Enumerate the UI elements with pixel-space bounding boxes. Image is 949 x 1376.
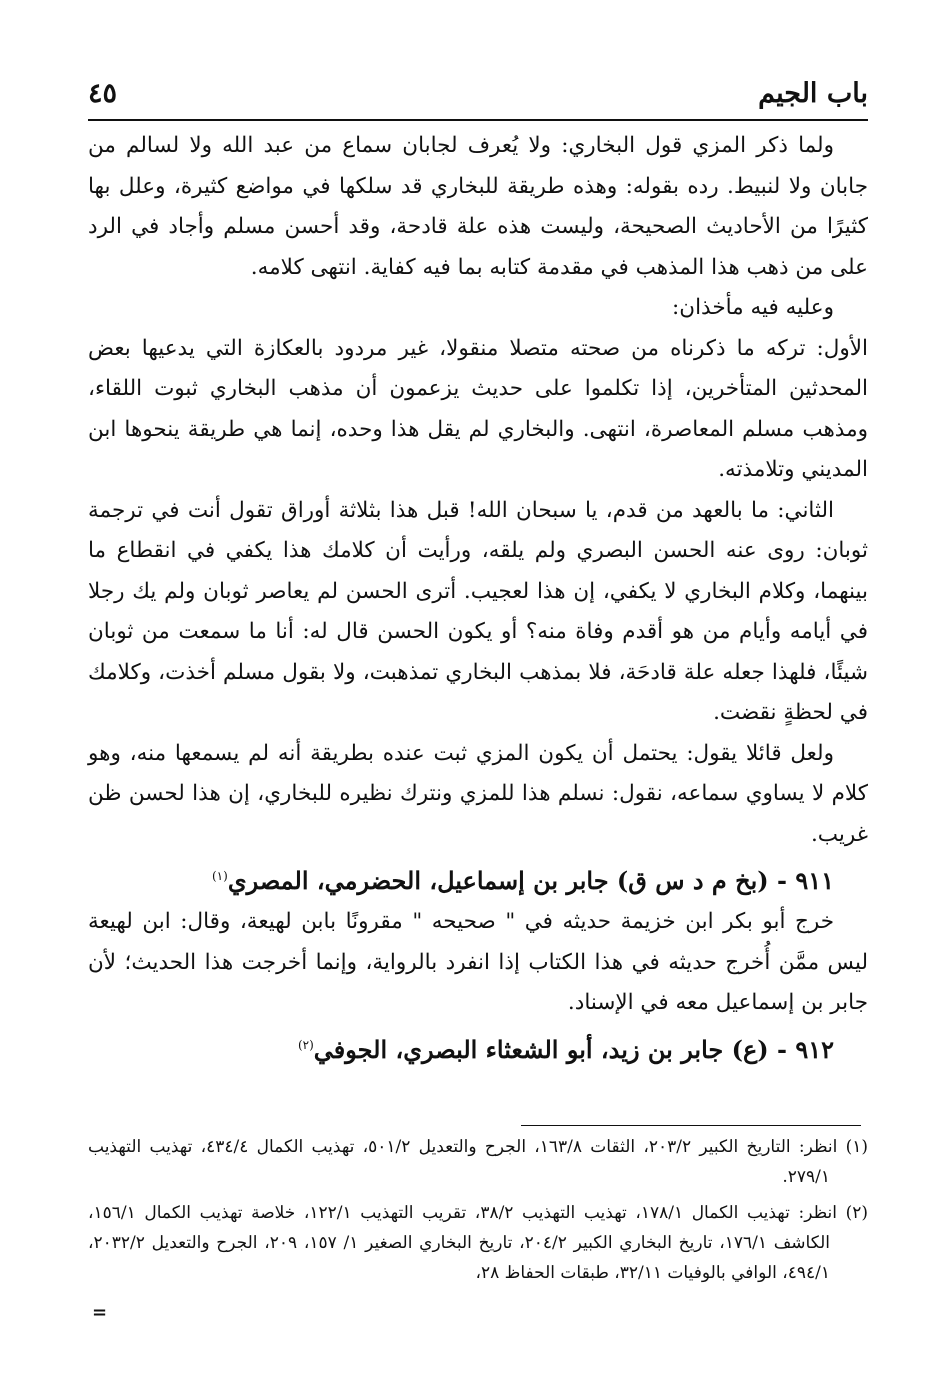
footnote-2: (٢) انظر: تهذيب الكمال ١٧٨/١، تهذيب التهذيب ٣٨/٢، تقريب التهذيب ١٢٢/١، خلاصة تهذيب الكمال ١٥٦/١، الكاشف ١٧٦/١، تاريخ البخاري الكبير ٢٠٤/٢، تاريخ البخاري الصغير ١/ ١٥٧، ٢٠٩، الجرح والتعديل ٢٠٣٢/٢، ٤٩٤/١، الوافي بالوفيات ٣٢/١١، طبقات الحفاظ ٢٨، — [88, 1203, 868, 1283]
paragraph-2: وعليه فيه مأخذان: — [672, 295, 834, 320]
paragraph-3: الأول: تركه ما ذكرناه من صحته متصلا منقولا، غير مردود بالعكازة التي يدعيها بعض المحدثين المتأخرين، إذا تكلموا على حديث يزعمون أن مذهب البخاري ثبوت اللقاء، ومذهب مسلم المعاصرة، انتهى. والبخاري لم يقل هذا وحده، إنما هي طريقة ينحوها ابن المديني وتلامذته. — [88, 335, 868, 482]
paragraph-4: الثاني: ما بالعهد من قدم، يا سبحان الله! قبل هذا بثلاثة أوراق تقول أنت في ترجمة ثوبان: روى عنه الحسن البصري ولم يلقه، ورأيت أن كلامك هذا يكفي في انقطاع ما بينهما، وكلام البخاري لا يكفي، إن هذا لعجيب. أترى الحسن لم يعاصر ثوبان ولم يك رجلا في أيامه وأيام من هو أقدم وفاة منه؟ أو يكون الحسن قال له: أنا ما سمعت من ثوبان شيئًا، فلهذا جعله علة قادحَة، فلا بمذهب البخاري تمذهبت، ولا بقول مسلم أخذت، وكلامك في لحظةٍ نقضت. — [88, 497, 868, 725]
continuation-mark: = — [92, 1302, 108, 1323]
footnote-ref-2: (٢) — [297, 1037, 314, 1052]
paragraph-5: ولعل قائلا يقول: يحتمل أن يكون المزي ثبت عنده بطريقة أنه لم يسمعها منه، وهو كلام لا يساوي سماعه، نقول: نسلم هذا للمزي ونترك نظيره للبخاري، إن هذا لحسن ظن غريب. — [88, 740, 868, 847]
page-number: ٤٥ — [88, 78, 118, 109]
entry-heading-912 — [88, 1024, 868, 1071]
header-divider — [88, 119, 868, 121]
footnote-ref-1: (١) — [211, 869, 228, 883]
footnote-divider — [521, 1125, 861, 1126]
footnotes — [88, 1132, 868, 1294]
paragraph-6: خرج أبو بكر ابن خزيمة حديثه في " صحيحه " مقرونًا بابن لهيعة، وقال: ابن لهيعة ليس ممَّن أُخرج حديثه في هذا الكتاب إذا انفرد بالرواية، وإنما أخرجت هذا الحديث؛ لأن جابر بن إسماعيل معه في الإسناد. — [88, 909, 868, 1015]
entry-heading-911 — [88, 855, 868, 902]
footnote-1: (١) انظر: التاريخ الكبير ٢٠٣/٢، الثقات ١٦٣/٨، الجرح والتعديل ٥٠١/٢، تهذيب الكمال ٤٣٤/٤، تهذيب التهذيب ٢٧٩/١. — [88, 1137, 869, 1187]
chapter-title: باب الجيم — [758, 78, 868, 109]
page-header — [88, 78, 868, 118]
main-text — [88, 126, 868, 1071]
entry-912-title: ٩١٢ - (ع) جابر بن زيد، أبو الشعثاء البصري، الجوفي — [313, 1034, 834, 1064]
paragraph-1: ولما ذكر المزي قول البخاري: ولا يُعرف لجابان سماع من عبد الله ولا لسالم من جابان ولا لنبيط. رده بقوله: وهذه طريقة للبخاري قد سلكها في مواضع كثيرة، وعلل بها كثيرًا من الأحاديث الصحيحة، وليست هذه علة قادحة، وقد أحسن مسلم وأجاد في الرد على من ذهب هذا المذهب في مقدمة كتابه بما فيه كفاية. انتهى كلامه. — [88, 133, 868, 280]
entry-911-title: ٩١١ - (بخ م د س ق) جابر بن إسماعيل، الحضرمي، المصري — [227, 866, 834, 895]
